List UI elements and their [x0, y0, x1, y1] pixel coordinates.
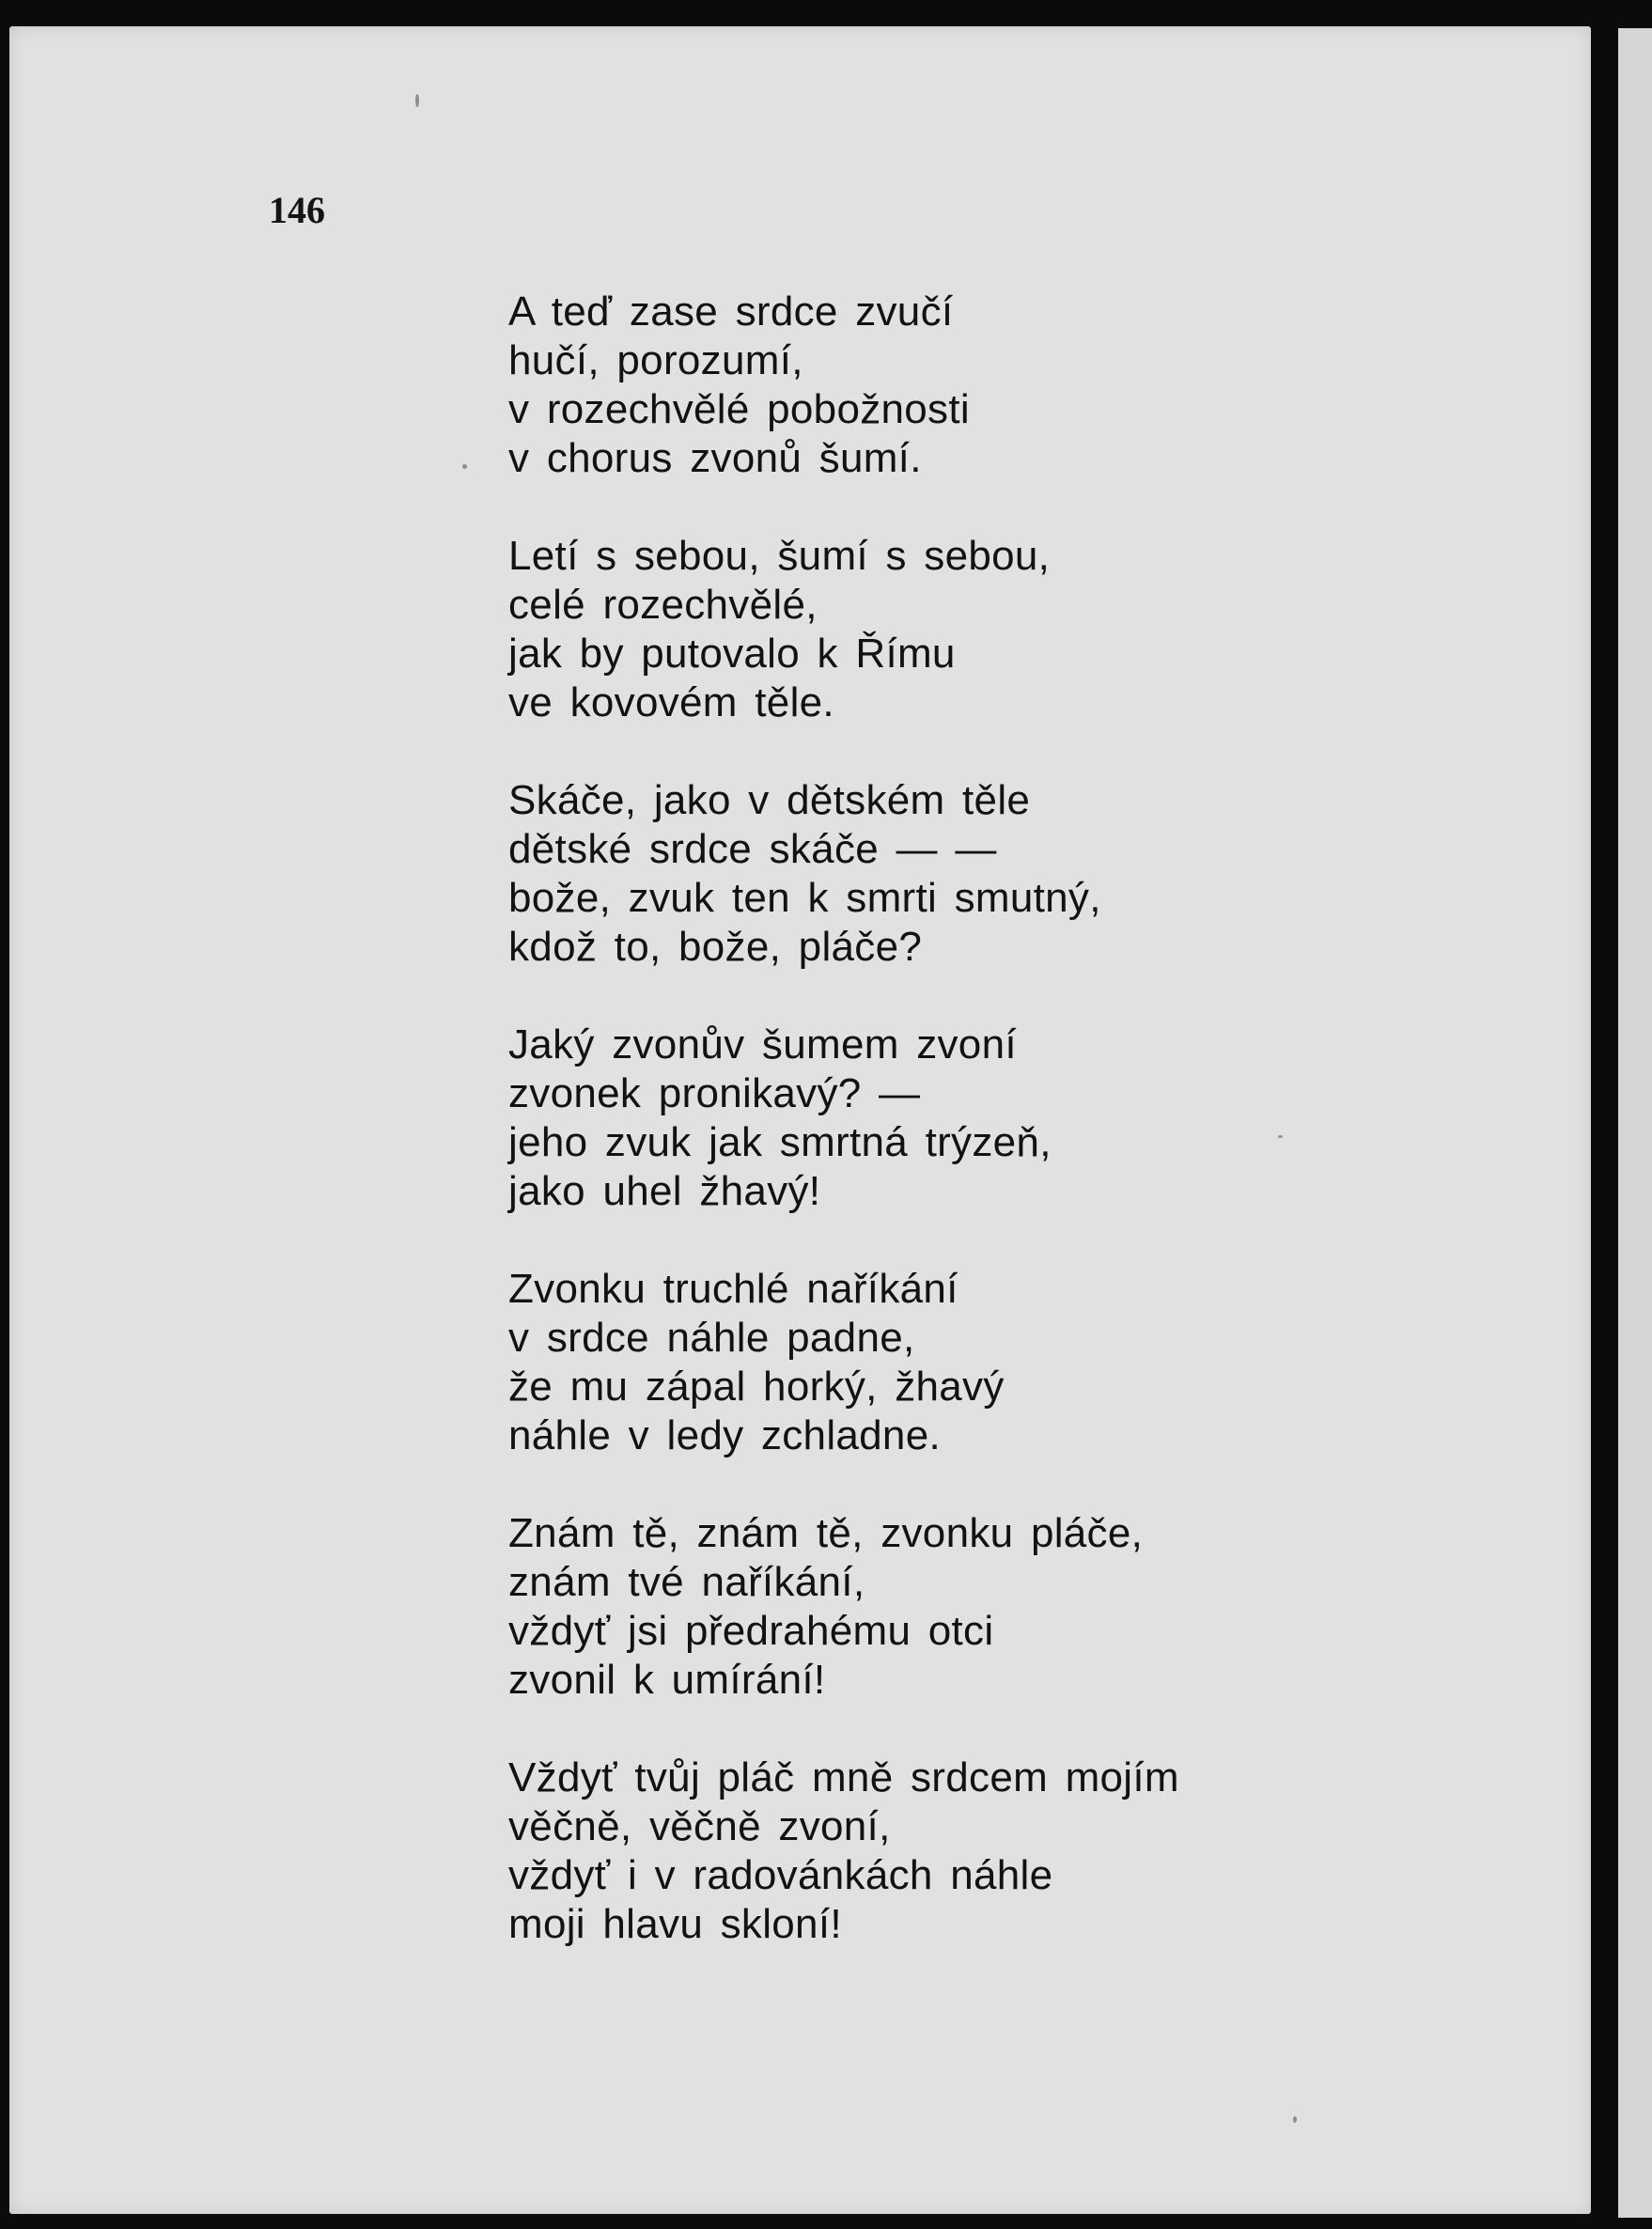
stanza — [508, 532, 1542, 727]
poem-line: znám tvé naříkání, — [508, 1559, 865, 1605]
poem-line: Zvonku truchlé naříkání — [508, 1266, 958, 1312]
stanza — [508, 1754, 1542, 1949]
poem-line: vždyť jsi předrahému otci — [508, 1608, 994, 1654]
stanza — [508, 288, 1542, 483]
paper-speck — [1293, 2116, 1297, 2123]
poem-line: zvonek pronikavý? — — [508, 1070, 921, 1116]
poem-line: jeho zvuk jak smrtná trýzeň, — [508, 1119, 1052, 1165]
poem-line: Skáče, jako v dětském těle — [508, 777, 1031, 823]
poem-line: zvonil k umírání! — [508, 1657, 826, 1703]
poem-line: v chorus zvonů šumí. — [508, 435, 922, 481]
poem-line: náhle v ledy zchladne. — [508, 1412, 942, 1458]
poem-line: moji hlavu skloní! — [508, 1901, 842, 1947]
poem-line: vždyť i v radovánkách náhle — [508, 1852, 1053, 1898]
poem-line: v rozechvělé pobožnosti — [508, 386, 970, 432]
poem-line: věčně, věčně zvoní, — [508, 1803, 891, 1849]
poem-line: Znám tě, znám tě, zvonku pláče, — [508, 1510, 1144, 1556]
poem-line: jako uhel žhavý! — [508, 1168, 821, 1214]
page-number: 146 — [269, 189, 325, 231]
poem — [508, 288, 1542, 1998]
poem-line: jak by putovalo k Římu — [508, 631, 956, 677]
paper-speck — [415, 94, 419, 107]
stanza — [508, 1021, 1542, 1216]
poem-line: Vždyť tvůj pláč mně srdcem mojím — [508, 1754, 1179, 1800]
poem-line: v srdce náhle padne, — [508, 1315, 915, 1361]
poem-line: dětské srdce skáče — — — [508, 826, 997, 872]
adjacent-page-edge — [1618, 28, 1652, 2218]
poem-line: bože, zvuk ten k smrti smutný, — [508, 875, 1101, 921]
poem-line: ve kovovém těle. — [508, 679, 834, 725]
stanza — [508, 776, 1542, 972]
poem-line: Letí s sebou, šumí s sebou, — [508, 533, 1051, 579]
poem-line: celé rozechvělé, — [508, 582, 818, 628]
poem-line: Jaký zvonův šumem zvoní — [508, 1021, 1017, 1068]
stanza — [508, 1265, 1542, 1460]
poem-line: A teď zase srdce zvučí — [508, 288, 954, 335]
paper-speck — [462, 464, 467, 469]
poem-line: hučí, porozumí, — [508, 337, 803, 383]
poem-line: kdož to, bože, pláče? — [508, 924, 923, 970]
poem-line: že mu zápal horký, žhavý — [508, 1364, 1005, 1410]
stanza — [508, 1509, 1542, 1705]
